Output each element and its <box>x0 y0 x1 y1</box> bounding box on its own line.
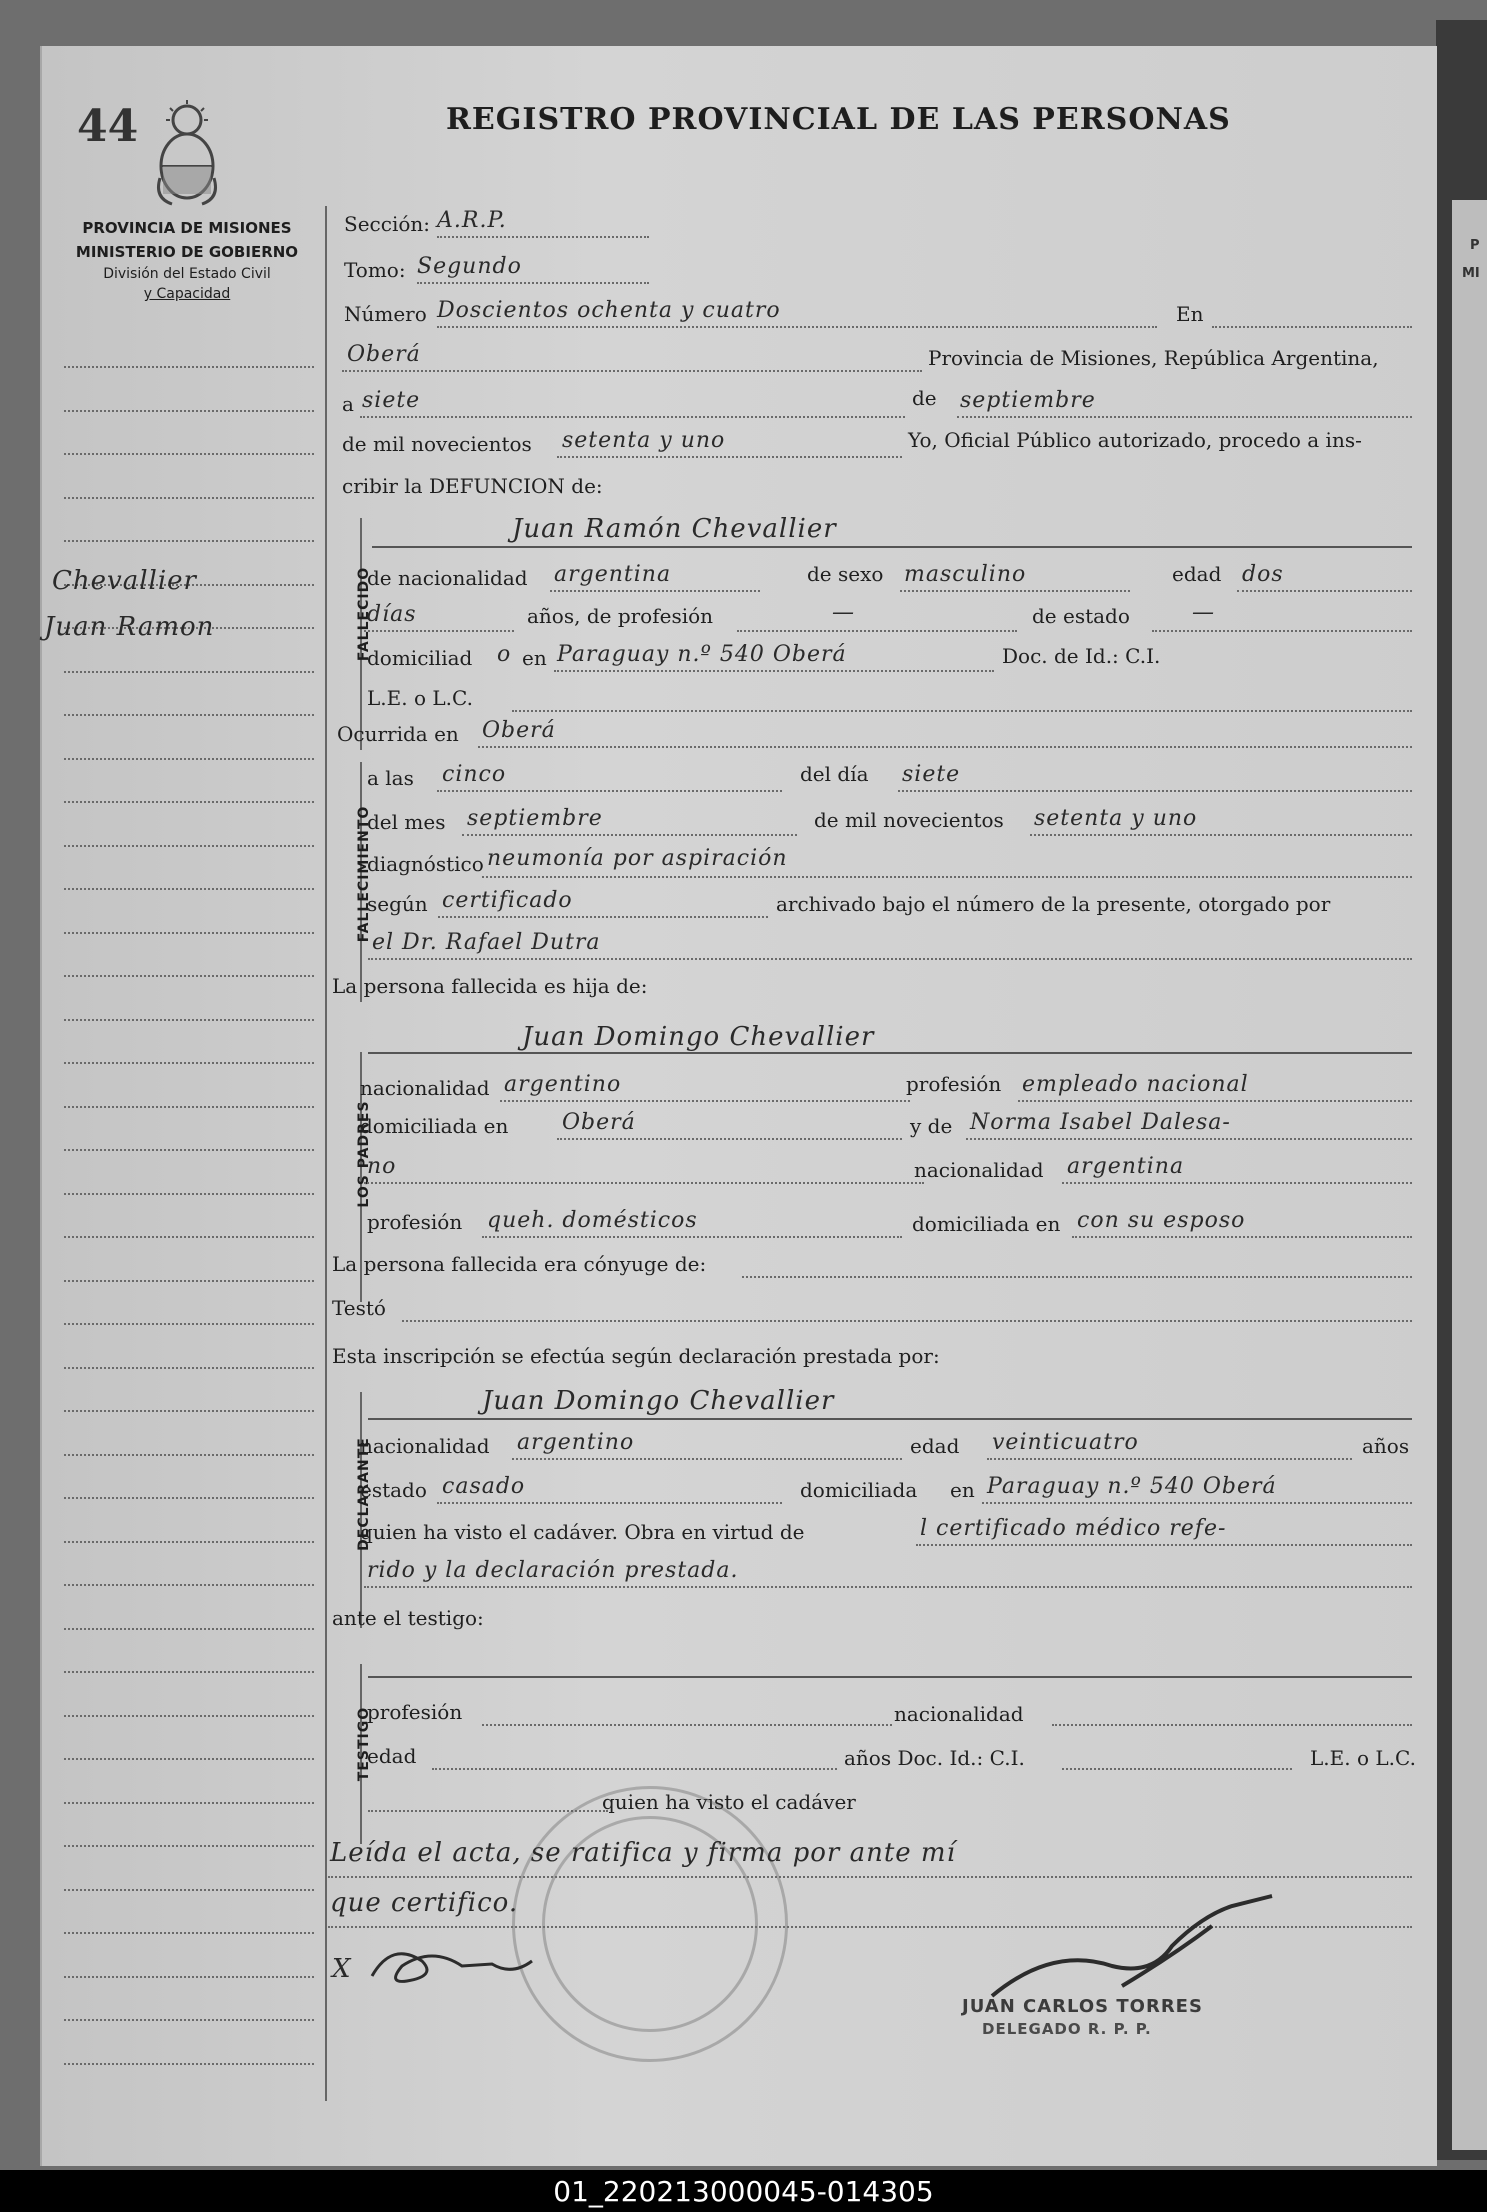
madre-nacionalidad-label: nacionalidad <box>914 1158 1044 1182</box>
padre-domiciliada-label: domiciliada en <box>360 1114 509 1138</box>
fallecido-doc-label: Doc. de Id.: C.I. <box>1002 644 1161 668</box>
testigo-le-label: L.E. o L.C. <box>1310 1746 1416 1770</box>
margin-rule-line <box>64 1323 314 1325</box>
margin-rule-line <box>64 758 314 760</box>
fallecido-domicilio-suffix: o <box>497 642 512 667</box>
signature-x-mark: X <box>332 1954 352 1984</box>
sliver-text-p: P <box>1470 238 1480 253</box>
archivado-text: archivado bajo el número de la presente, otorgado por <box>776 892 1331 916</box>
margin-rule-line <box>64 1280 314 1282</box>
padre-domicilio-value: Oberá <box>562 1110 636 1135</box>
testo-label: Testó <box>332 1296 386 1320</box>
margin-rule-line <box>64 366 314 368</box>
margin-rule-line <box>64 1976 314 1978</box>
segun-value: certificado <box>442 888 573 913</box>
madre-domicilio-value: con su esposo <box>1077 1208 1246 1233</box>
margin-rule-line <box>64 540 314 542</box>
tomo-value: Segundo <box>417 254 522 279</box>
testigo-anios-doc-label: años Doc. Id.: C.I. <box>844 1746 1025 1770</box>
margin-rule-line <box>64 410 314 412</box>
madre-nombre-2: no <box>367 1154 397 1179</box>
footer-bar <box>0 2170 1487 2212</box>
numero-label: Número <box>344 302 427 326</box>
testigo-section-label: TESTIGO <box>356 1706 372 1782</box>
tomo-label: Tomo: <box>344 258 406 282</box>
capacity-label: y Capacidad <box>143 286 231 302</box>
fallecimiento-mes-label: del mes <box>367 810 446 834</box>
declarante-visto-text: quien ha visto el cadáver. Obra en virtud de <box>360 1520 805 1544</box>
ocurrida-label: Ocurrida en <box>337 722 459 746</box>
margin-rule-line <box>64 2019 314 2021</box>
seccion-value: A.R.P. <box>437 208 507 233</box>
declarante-nacionalidad-label: nacionalidad <box>360 1434 490 1458</box>
hija-text: La persona fallecida es hija de: <box>332 974 648 998</box>
margin-rule-line <box>64 845 314 847</box>
testigo-nacionalidad-label: nacionalidad <box>894 1702 1024 1726</box>
document-title: REGISTRO PROVINCIAL DE LAS PERSONAS <box>446 102 1231 137</box>
diagnostico-label: diagnóstico <box>367 852 484 876</box>
fallecimiento-mil-label: de mil novecientos <box>814 808 1004 832</box>
fallecimiento-mes-value: septiembre <box>467 806 603 831</box>
fallecimiento-section-label: FALLECIMIENTO <box>356 805 372 943</box>
margin-rule-line <box>64 801 314 803</box>
margin-rule-line <box>64 1932 314 1934</box>
closing-line-1: Leída el acta, se ratifica y firma por ante mí <box>330 1838 956 1868</box>
mil-novecientos-label: de mil novecientos <box>342 432 532 456</box>
margin-rule-line <box>64 1889 314 1891</box>
left-column-header <box>52 216 322 304</box>
margin-rule-line <box>64 497 314 499</box>
declarante-section-label: DECLARANTE <box>356 1437 372 1551</box>
cribir-text: cribir la DEFUNCION de: <box>342 474 603 498</box>
lugar-value: Oberá <box>347 342 421 367</box>
declarante-anios-label: años <box>1362 1434 1410 1458</box>
medico-value: el Dr. Rafael Dutra <box>372 930 601 955</box>
padre-nombre: Juan Domingo Chevallier <box>522 1022 875 1052</box>
closing-line-2: que certifico. <box>330 1888 519 1918</box>
margin-rule-line <box>64 1802 314 1804</box>
margin-rule-line <box>64 1628 314 1630</box>
dia-value: siete <box>362 388 421 413</box>
margin-name: Juan Ramon <box>44 612 215 642</box>
declarante-nombre: Juan Domingo Chevallier <box>482 1386 835 1416</box>
conyuge-text: La persona fallecida era cónyuge de: <box>332 1252 707 1276</box>
declarant-signature-icon <box>362 1936 572 1996</box>
fallecido-domicilio-label: domiciliad <box>367 646 473 670</box>
coat-of-arms-icon <box>152 98 222 208</box>
fallecimiento-dia-value: siete <box>902 762 961 787</box>
en-label: En <box>1176 302 1204 326</box>
fallecimiento-hora-value: cinco <box>442 762 507 787</box>
margin-rule-line <box>64 714 314 716</box>
de-label: de <box>912 386 937 410</box>
stamp-name: JUAN CARLOS TORRES <box>962 1996 1203 2017</box>
fallecimiento-hora-label: a las <box>367 766 414 790</box>
madre-profesion-value: queh. domésticos <box>487 1208 698 1233</box>
fallecido-sexo-label: de sexo <box>807 562 884 586</box>
mes-value: septiembre <box>960 388 1096 413</box>
madre-profesion-label: profesión <box>367 1210 463 1234</box>
footer-id: 01_220213000045-014305 <box>553 2174 934 2208</box>
adjacent-page-sliver <box>1452 200 1487 2150</box>
declarante-edad-label: edad <box>910 1434 960 1458</box>
fallecido-nombre: Juan Ramón Chevallier <box>512 514 837 544</box>
margin-rule-line <box>64 975 314 977</box>
fallecido-estado-label: de estado <box>1032 604 1130 628</box>
padre-profesion-value: empleado nacional <box>1022 1072 1249 1097</box>
margin-rule-line <box>64 888 314 890</box>
fallecimiento-dia-label: del día <box>800 762 869 786</box>
seccion-label: Sección: <box>344 212 430 236</box>
fallecido-edad-label: edad <box>1172 562 1222 586</box>
declarante-estado-label: estado <box>360 1478 427 1502</box>
declarante-edad-value: veinticuatro <box>992 1430 1139 1455</box>
declarante-domiciliada-label: domiciliada <box>800 1478 918 1502</box>
margin-rule-line <box>64 1149 314 1151</box>
declarante-obra-value-2: rido y la declaración prestada. <box>367 1558 739 1583</box>
fallecido-domicilio-value: Paraguay n.º 540 Oberá <box>557 642 847 667</box>
y-de-label: y de <box>910 1114 953 1138</box>
margin-rule-line <box>64 1497 314 1499</box>
declarante-estado-value: casado <box>442 1474 526 1499</box>
madre-domiciliada-label: domiciliada en <box>912 1212 1061 1236</box>
stamp-title: DELEGADO R. P. P. <box>982 2020 1152 2038</box>
margin-rule-line <box>64 1541 314 1543</box>
provincia-text: Provincia de Misiones, República Argentina, <box>928 346 1379 370</box>
column-separator <box>325 206 327 2101</box>
fallecido-edad-value: dos <box>1242 562 1284 587</box>
anio-value: setenta y uno <box>562 428 726 453</box>
testigo-intro: ante el testigo: <box>332 1606 484 1630</box>
ministry-label: MINISTERIO DE GOBIERNO <box>75 243 299 261</box>
fallecido-anios-label: años, de profesión <box>527 604 714 628</box>
margin-rule-line <box>64 1236 314 1238</box>
padres-section-label: LOS PADRES <box>356 1100 372 1208</box>
segun-label: según <box>367 892 428 916</box>
margin-rule-line <box>64 1410 314 1412</box>
numero-value: Doscientos ochenta y cuatro <box>437 298 781 323</box>
margin-rule-line <box>64 1715 314 1717</box>
testigo-edad-label: edad <box>367 1744 417 1768</box>
margin-rule-line <box>64 1584 314 1586</box>
declarante-nacionalidad-value: argentino <box>517 1430 635 1455</box>
division-label: División del Estado Civil <box>103 266 271 282</box>
fallecido-nacionalidad-label: de nacionalidad <box>367 566 528 590</box>
fallecido-estado-value: — <box>1192 600 1215 625</box>
margin-surname: Chevallier <box>52 566 197 596</box>
fallecido-profesion-value: — <box>832 600 855 625</box>
document-page <box>40 46 1437 2166</box>
sliver-text-mi: MI <box>1462 266 1480 281</box>
page-number: 44 <box>77 101 139 152</box>
declarante-obra-value-1: l certificado médico refe- <box>920 1516 1227 1541</box>
padre-profesion-label: profesión <box>906 1072 1002 1096</box>
padre-nacionalidad-label: nacionalidad <box>360 1076 490 1100</box>
margin-rule-line <box>64 932 314 934</box>
fallecido-edad-unit: días <box>367 602 417 627</box>
testigo-profesion-label: profesión <box>367 1700 463 1724</box>
madre-nacionalidad-value: argentina <box>1067 1154 1185 1179</box>
fallecido-sexo-value: masculino <box>904 562 1027 587</box>
declarante-domicilio-value: Paraguay n.º 540 Oberá <box>987 1474 1277 1499</box>
a-label: a <box>342 392 354 416</box>
fallecido-le-label: L.E. o L.C. <box>367 686 473 710</box>
margin-rule-line <box>64 1106 314 1108</box>
margin-rule-line <box>64 1062 314 1064</box>
margin-rule-line <box>64 1454 314 1456</box>
ocurrida-value: Oberá <box>482 718 556 743</box>
diagnostico-value: neumonía por aspiración <box>487 846 788 871</box>
fallecimiento-anio-value: setenta y uno <box>1034 806 1198 831</box>
fallecido-en-label: en <box>522 646 547 670</box>
fallecido-section-label: FALLECIDO <box>356 566 372 662</box>
oficial-text: Yo, Oficial Público autorizado, procedo a ins- <box>908 428 1362 452</box>
margin-rule-line <box>64 1193 314 1195</box>
declarante-en-label: en <box>950 1478 975 1502</box>
margin-rule-line <box>64 1758 314 1760</box>
margin-rule-line <box>64 1019 314 1021</box>
padre-nacionalidad-value: argentino <box>504 1072 622 1097</box>
margin-rule-line <box>64 1845 314 1847</box>
testigo-visto-text: quien ha visto el cadáver <box>602 1790 856 1814</box>
margin-rule-line <box>64 2063 314 2065</box>
madre-nombre-1: Norma Isabel Dalesa- <box>970 1110 1231 1135</box>
declaracion-text: Esta inscripción se efectúa según declaración prestada por: <box>332 1344 940 1368</box>
province-label: PROVINCIA DE MISIONES <box>82 219 292 237</box>
margin-rule-line <box>64 453 314 455</box>
fallecido-nacionalidad-value: argentina <box>554 562 672 587</box>
margin-rule-line <box>64 1367 314 1369</box>
margin-rule-line <box>64 671 314 673</box>
margin-rule-line <box>64 1671 314 1673</box>
